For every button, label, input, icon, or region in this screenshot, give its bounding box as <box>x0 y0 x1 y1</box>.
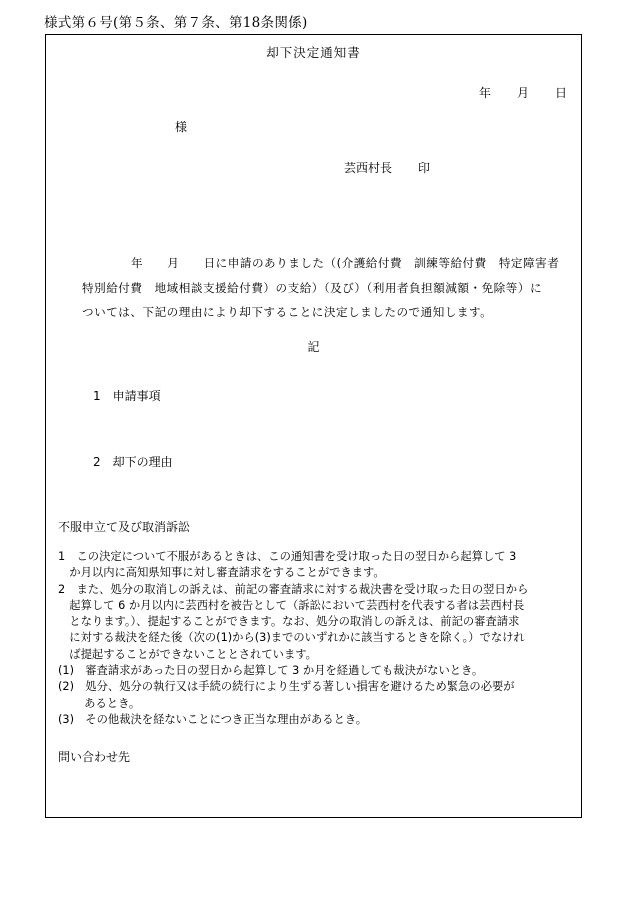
addressee-suffix: 様 <box>175 120 188 134</box>
note-line: となります。）、提起することができます。なお、処分の取消しの訴えは、前記の審査請求 <box>58 615 520 629</box>
body-line: 特別給付費 地域相談支援給付費）の支給）（及び）（利用者負担額減額・免除等）に <box>82 280 543 295</box>
note-line: ば提起することができないこととされています。 <box>58 647 317 661</box>
item-rejection-reason: 2 却下の理由 <box>93 455 173 469</box>
item-application-matter: 1 申請事項 <box>93 389 161 403</box>
ki-heading: 記 <box>307 340 320 354</box>
note-line: (1) 審査請求があった日の翌日から起算して 3 か月を経過しても裁決がないとき。 <box>58 664 484 678</box>
notice-frame <box>45 34 582 818</box>
issuer-line <box>344 160 430 176</box>
notice-body <box>82 251 559 325</box>
inquiry-label: 問い合わせ先 <box>58 750 131 764</box>
seal-mark: 印 <box>418 161 431 175</box>
note-line: (3) その他裁決を経ないことにつき正当な理由があるとき。 <box>58 712 368 726</box>
document-title: 却下決定通知書 <box>266 45 361 60</box>
date-year: 年 <box>478 86 491 100</box>
note-line: 2 また、処分の取消しの訴えは、前記の審査請求に対する裁決書を受け取った日の翌日から <box>58 582 529 596</box>
objection-heading: 不服申立て及び取消訴訟 <box>58 520 191 534</box>
form-number-label: 様式第６号(第５条、第７条、第18条関係) <box>44 15 308 31</box>
body-line: ついては、下記の理由により却下することに決定しましたので通知します。 <box>82 305 493 319</box>
issuer-name: 芸西村長 <box>344 161 393 175</box>
note-line: (2) 処分、処分の執行又は手続の続行により生ずる著しい損害を避けるため緊急の必要が <box>58 680 515 694</box>
date-month: 月 <box>516 86 529 100</box>
note-line: 起算して 6 か月以内に芸西村を被告として（訴訟において芸西村を代表する者は芸西村長 <box>58 598 525 612</box>
note-line: あるとき。 <box>58 696 141 710</box>
note-line: か月以内に高知県知事に対し審査請求をすることができます。 <box>58 566 385 580</box>
objection-notes <box>58 549 528 728</box>
date-day: 日 <box>554 86 567 100</box>
date-line <box>479 85 567 101</box>
body-line: 年 月 日に申請のありました（(介護給付費 訓練等給付費 特定障害者 <box>131 256 560 270</box>
note-line: に対する裁決を経た後（次の(1)から(3)までのいずれかに該当するときを除く。）でなけれ <box>58 631 525 645</box>
note-line: 1 この決定について不服があるときは、この通知書を受け取った日の翌日から起算して 3 <box>58 550 517 563</box>
